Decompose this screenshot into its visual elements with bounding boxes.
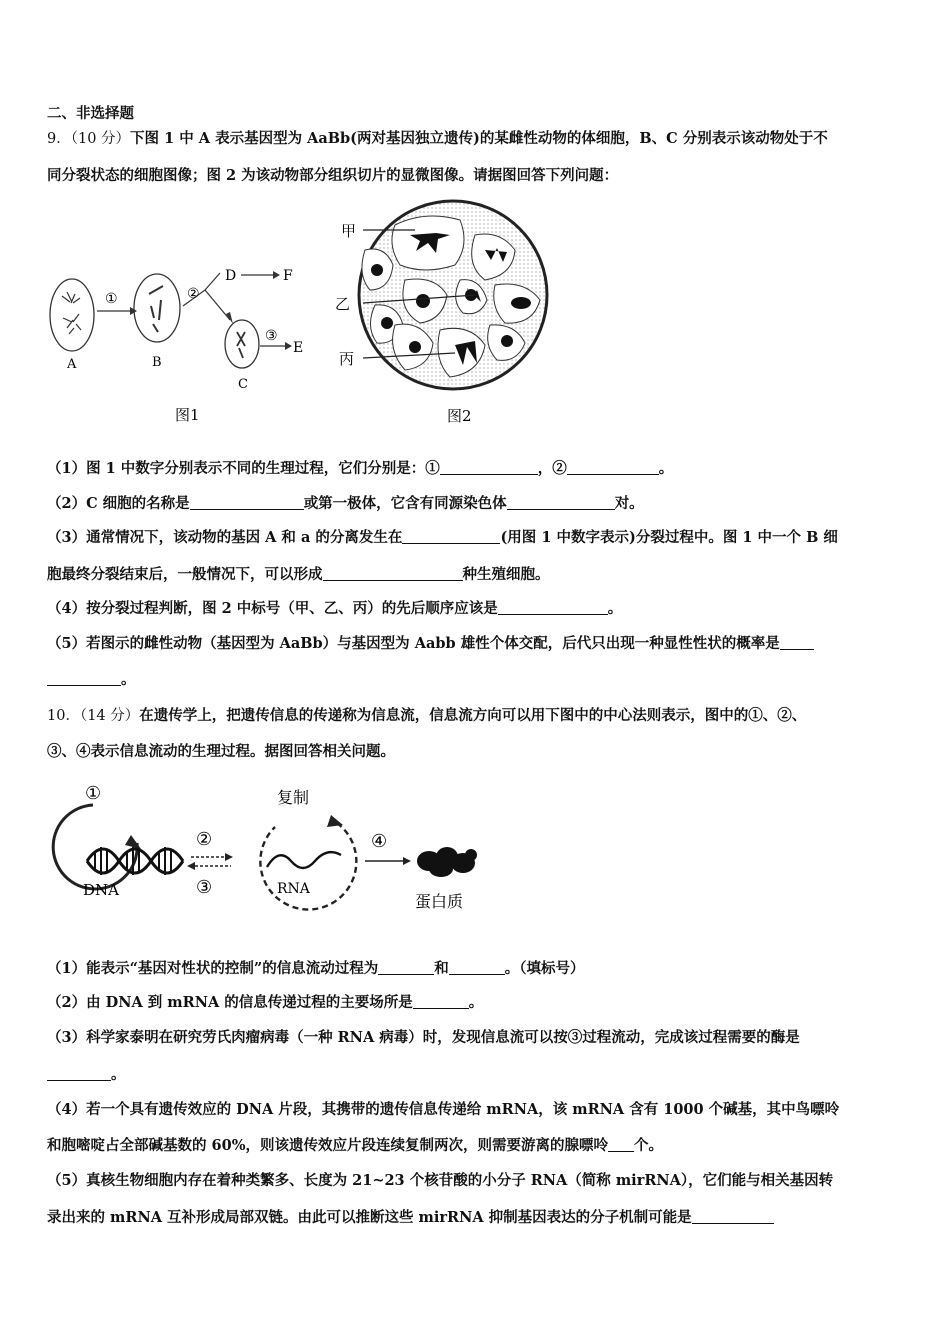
step-2-label: ② (187, 286, 200, 302)
cell-a-label: A (67, 357, 77, 372)
q9-part-4-text-b: 。 (607, 600, 623, 617)
cell-f-label: F (283, 268, 293, 284)
q9-score: （10 分） (70, 131, 131, 147)
q9-part-3-text-d: 种生殖细胞。 (462, 566, 550, 583)
q10-part-4-line-2 (47, 1134, 663, 1155)
cell-a-outline (50, 279, 94, 351)
q9-part-3-line-1 (47, 526, 838, 547)
q10-intro-line-1 (47, 704, 806, 725)
q9-part-1-text-c: 。 (658, 460, 674, 477)
protein-label: 蛋白质 (415, 892, 464, 911)
q9-part-3-blank-2[interactable] (323, 566, 463, 581)
dna-replication-arrow (125, 835, 141, 849)
q10-part-4-text-c: 个。 (634, 1137, 664, 1154)
q10-part-2-text-a: （2）由 DNA 到 mRNA 的信息传递过程的主要场所是 (47, 994, 413, 1011)
q10-part-1-text-a: （1）能表示“基因对性状的控制”的信息流动过程为 (47, 960, 379, 977)
q10-part-5-text-b: 录出来的 mRNA 互补形成局部双链。由此可以推断这些 mirRNA 抑制基因表达的分子机制可能是 (47, 1209, 692, 1226)
q10-number: 10． (47, 708, 80, 724)
step-3-label: ③ (196, 877, 213, 898)
q10-part-3-line-2 (47, 1063, 126, 1084)
arrow-3-head (285, 342, 292, 350)
rna-replication-arrow (327, 815, 343, 827)
q10-part-5-line-2 (47, 1206, 774, 1227)
q9-part-3-text-b: (用图 1 中数字表示)分裂过程中。图 1 中一个 B 细 (500, 529, 838, 546)
q10-part-5-blank[interactable] (692, 1209, 774, 1224)
q9-part-5-blank-end[interactable] (47, 671, 121, 686)
arrow-2-head (226, 312, 233, 324)
q10-part-4-line-1: （4）若一个具有遗传效应的 DNA 片段，其携带的遗传信息传递给 mRNA，该 mRNA 含有 1000 个碱基，其中鸟嘌呤 (47, 1101, 840, 1118)
arrow-2-to-d (205, 273, 220, 290)
q9-part-5-line-2 (47, 668, 136, 689)
cell-b-label: B (152, 355, 162, 370)
label-yi: 乙 (335, 295, 351, 313)
q10-part-3-line-1: （3）科学家泰明在研究劳氏肉瘤病毒（一种 RNA 病毒）时，发现信息流可以按③过程流动，完成该过程需要的酶是 (47, 1029, 800, 1046)
translation-arrow-head (403, 857, 411, 865)
q9-part-5-text-a: （5）若图示的雌性动物（基因型为 AaBb）与基因型为 Aabb 雄性个体交配，后代只出现一种显性性状的概率是 (47, 635, 780, 652)
arrow-d-f-head (273, 271, 280, 279)
step-4-label: ④ (371, 831, 388, 852)
q9-part-3-text-c: 胞最终分裂结束后，一般情况下，可以形成 (47, 566, 323, 583)
q10-central-dogma-figure (45, 775, 495, 925)
cell-a-chromosomes (62, 292, 81, 334)
label-bing: 丙 (339, 350, 355, 368)
q10-intro-text-1: 在遗传学上，把遗传信息的传递称为信息流，信息流方向可以用下图中的中心法则表示，图中的①、②、 (139, 707, 807, 724)
q10-part-1 (47, 957, 585, 978)
rna-strand (267, 852, 341, 868)
q10-part-5-line-1: （5）真核生物细胞内存在着种类繁多、长度为 21~23 个核苷酸的小分子 RNA（简称 mirRNA），它们能与相关基因转 (47, 1172, 834, 1189)
q9-part-1-text-b: ，② (537, 460, 567, 477)
q10-part-1-blank-1[interactable] (378, 960, 434, 975)
q10-score: （14 分） (79, 708, 140, 724)
q9-part-4-blank[interactable] (498, 600, 608, 615)
q9-part-5-line-1 (47, 632, 814, 653)
q10-part-2-blank[interactable] (413, 994, 469, 1009)
reverse-transcription-arrow-head (187, 862, 195, 870)
q9-intro-text-1: 下图 1 中 A 表示基因型为 AaBb(两对基因独立遗传)的某雌性动物的体细胞，B、C 分别表示该动物处于不 (130, 130, 828, 147)
cell-d-label: D (225, 268, 237, 284)
q10-part-4-text-b: 和胞嘧啶占全部碱基数的 60%，则该遗传效应片段连续复制两次，则需要游离的腺嘌呤 (47, 1137, 609, 1154)
transcription-arrow-head (225, 853, 233, 861)
q9-part-1 (47, 457, 673, 478)
q9-part-2-blank-1[interactable] (190, 495, 304, 510)
q9-part-1-blank-1[interactable] (440, 460, 538, 475)
q9-part-2-text-b: 或第一极体，它含有同源染色体 (303, 495, 507, 512)
cell-b-chromosomes (149, 286, 163, 332)
q9-part-2 (47, 492, 644, 513)
q9-number: 9． (47, 131, 71, 147)
step-1-label: ① (85, 783, 102, 804)
q9-part-4-text-a: （4）按分裂过程判断，图 2 中标号（甲、乙、丙）的先后顺序应该是 (47, 600, 498, 617)
q10-part-4-blank[interactable] (608, 1137, 634, 1152)
step-2-label: ② (196, 829, 213, 850)
replication-label: 复制 (277, 788, 310, 807)
dna-label: DNA (83, 881, 119, 899)
q9-part-4 (47, 597, 622, 618)
arrow-2-to-c (205, 290, 230, 320)
q9-part-3-text-a: （3）通常情况下，该动物的基因 A 和 a 的分离发生在 (47, 529, 403, 546)
rna-label: RNA (277, 881, 310, 897)
q10-part-3-text-b: 。 (111, 1066, 126, 1083)
figure-1-caption: 图1 (175, 406, 200, 424)
protein-blob (417, 847, 477, 877)
section-title: 二、非选择题 (47, 105, 134, 122)
q10-part-1-text-c: 。（填标号） (504, 960, 585, 977)
q10-part-2 (47, 991, 483, 1012)
q9-part-5-text-b: 。 (121, 671, 136, 688)
q10-part-3-blank[interactable] (47, 1066, 111, 1081)
label-jia: 甲 (341, 222, 357, 240)
q9-part-3-blank-1[interactable] (402, 529, 500, 544)
q9-part-2-text-a: （2）C 细胞的名称是 (47, 495, 190, 512)
cell-c-outline (225, 320, 259, 368)
dna-replication-arc (53, 805, 137, 889)
cell-c-label: C (238, 377, 248, 392)
q9-figure-2 (335, 195, 565, 430)
cell-e-label: E (293, 340, 304, 356)
q9-figure-1 (45, 228, 315, 428)
q9-part-5-blank-start[interactable] (780, 635, 814, 650)
q10-part-1-text-b: 和 (434, 960, 449, 977)
step-3-label: ③ (265, 328, 278, 344)
q10-intro-line-2: ③、④表示信息流动的生理过程。据图回答相关问题。 (47, 743, 395, 760)
q9-intro-line-2: 同分裂状态的细胞图像；图 2 为该动物部分组织切片的显微图像。请据图回答下列问题： (47, 167, 619, 184)
q9-part-3-line-2 (47, 563, 550, 584)
q9-part-2-text-c: 对。 (614, 495, 644, 512)
cell-c-chromosomes (237, 332, 245, 358)
q9-intro-line-1 (47, 127, 828, 148)
step-1-label: ① (105, 291, 118, 307)
q10-part-1-blank-2[interactable] (449, 960, 505, 975)
q9-part-1-text-a: （1）图 1 中数字分别表示不同的生理过程，它们分别是：① (47, 460, 440, 477)
q9-part-1-blank-2[interactable] (567, 460, 659, 475)
figure-2-caption: 图2 (447, 407, 472, 425)
q9-part-2-blank-2[interactable] (507, 495, 615, 510)
q10-part-2-text-b: 。 (468, 994, 484, 1011)
